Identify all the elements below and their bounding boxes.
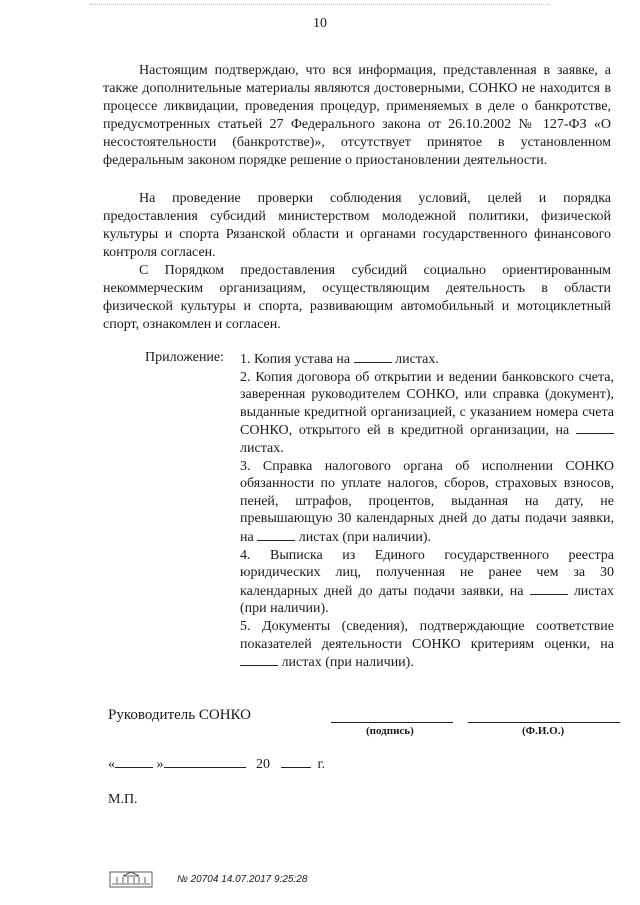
appendix-item <box>240 547 614 618</box>
paragraph-confirmation: Настоящим подтверждаю, что вся информация, представленная в заявке, а также дополнительные материалы являются достоверными, СОНКО не находится в процессе ликвидации, проведения процедур, применяемых в деле о банкротстве, предусмотренных статьей 27 Федерального закона от 26.10.2002 № 127-ФЗ «О несостоятельности (банкротстве)», отсутствует принятое в установленном федеральным законом порядке решение о приостановлении деятельности. <box>103 63 611 168</box>
sheet-count-blank <box>576 421 614 434</box>
appendix-item <box>240 458 614 547</box>
appendix-item <box>240 369 614 458</box>
sheet-count-blank <box>530 582 568 595</box>
appendix-item <box>240 618 614 672</box>
registry-stamp-text: № 20704 14.07.2017 9:25:28 <box>177 874 308 885</box>
seal-place: М.П. <box>108 792 138 807</box>
month-blank <box>164 755 246 768</box>
date-close-quote: » <box>156 757 164 772</box>
appendix-item <box>240 350 614 369</box>
sheet-count-blank <box>354 350 392 363</box>
registry-building-logo <box>109 870 153 888</box>
year-blank <box>281 755 311 768</box>
appendix-label: Приложение: <box>145 350 225 365</box>
appendix-item-text: 3. Справка налогового органа об исполнении СОНКО обязанности по уплате налогов, сборов, страховых взносов, пеней, штрафов, процентов, выданная на дату, не превышающую 30 календарных дней до даты подачи заявки, на <box>240 458 614 545</box>
scan-artifact-top <box>90 4 550 11</box>
sheet-count-blank <box>240 653 278 666</box>
paragraph-inspection-consent: На проведение проверки соблюдения условий, целей и порядка предоставления субсидий министерством молодежной политики, физической культуры и спорта Рязанской области и органами государственного финансового контроля согласен. <box>103 191 611 260</box>
appendix-item-text: 2. Копия договора об открытии и ведении банковского счета, заверенная руководителем СОНКО, или справка (документ), выданные кредитной организацией, с указанием номера счета СОНКО, открытого ей в кредитной организации, на <box>240 369 614 439</box>
signature-line <box>331 722 453 723</box>
appendix-item-text: 1. Копия устава на <box>240 352 351 367</box>
appendix-item-suffix: листах. <box>395 352 439 367</box>
day-blank <box>115 755 153 768</box>
sheet-count-blank <box>257 528 295 541</box>
appendix-item-text: 5. Документы (сведения), подтверждающие соответствие показателей деятельности СОНКО критериям оценки, на <box>240 618 614 652</box>
signatory-title: Руководитель СОНКО <box>108 707 251 723</box>
page-number: 10 <box>313 16 327 31</box>
year-prefix: 20 <box>256 757 270 772</box>
appendix-item-suffix: листах (при наличии). <box>240 583 615 617</box>
appendix-item-suffix: листах. <box>240 440 284 456</box>
appendix-list <box>240 350 614 672</box>
appendix-item-suffix: листах (при наличии). <box>298 529 432 545</box>
date-open-quote: « <box>108 757 115 772</box>
full-name-caption: (Ф.И.О.) <box>522 725 565 737</box>
appendix-item-suffix: листах (при наличии). <box>281 655 414 671</box>
year-suffix: г. <box>317 757 326 772</box>
paragraph-procedure-acknowledgement: С Порядком предоставления субсидий социально ориентированным некоммерческим организациям, осуществляющим деятельность в области физической культуры и спорта, развивающим автомобильный и мотоциклетный спорт, ознакомлен и согласен. <box>103 263 611 332</box>
appendix-item-text: 4. Выписка из Единого государственного реестра юридических лиц, полученная не ранее чем за 30 календарных дней до даты подачи заявки, на <box>240 547 614 599</box>
date-field <box>108 755 325 773</box>
signature-caption: (подпись) <box>366 725 414 737</box>
full-name-line <box>468 722 620 723</box>
